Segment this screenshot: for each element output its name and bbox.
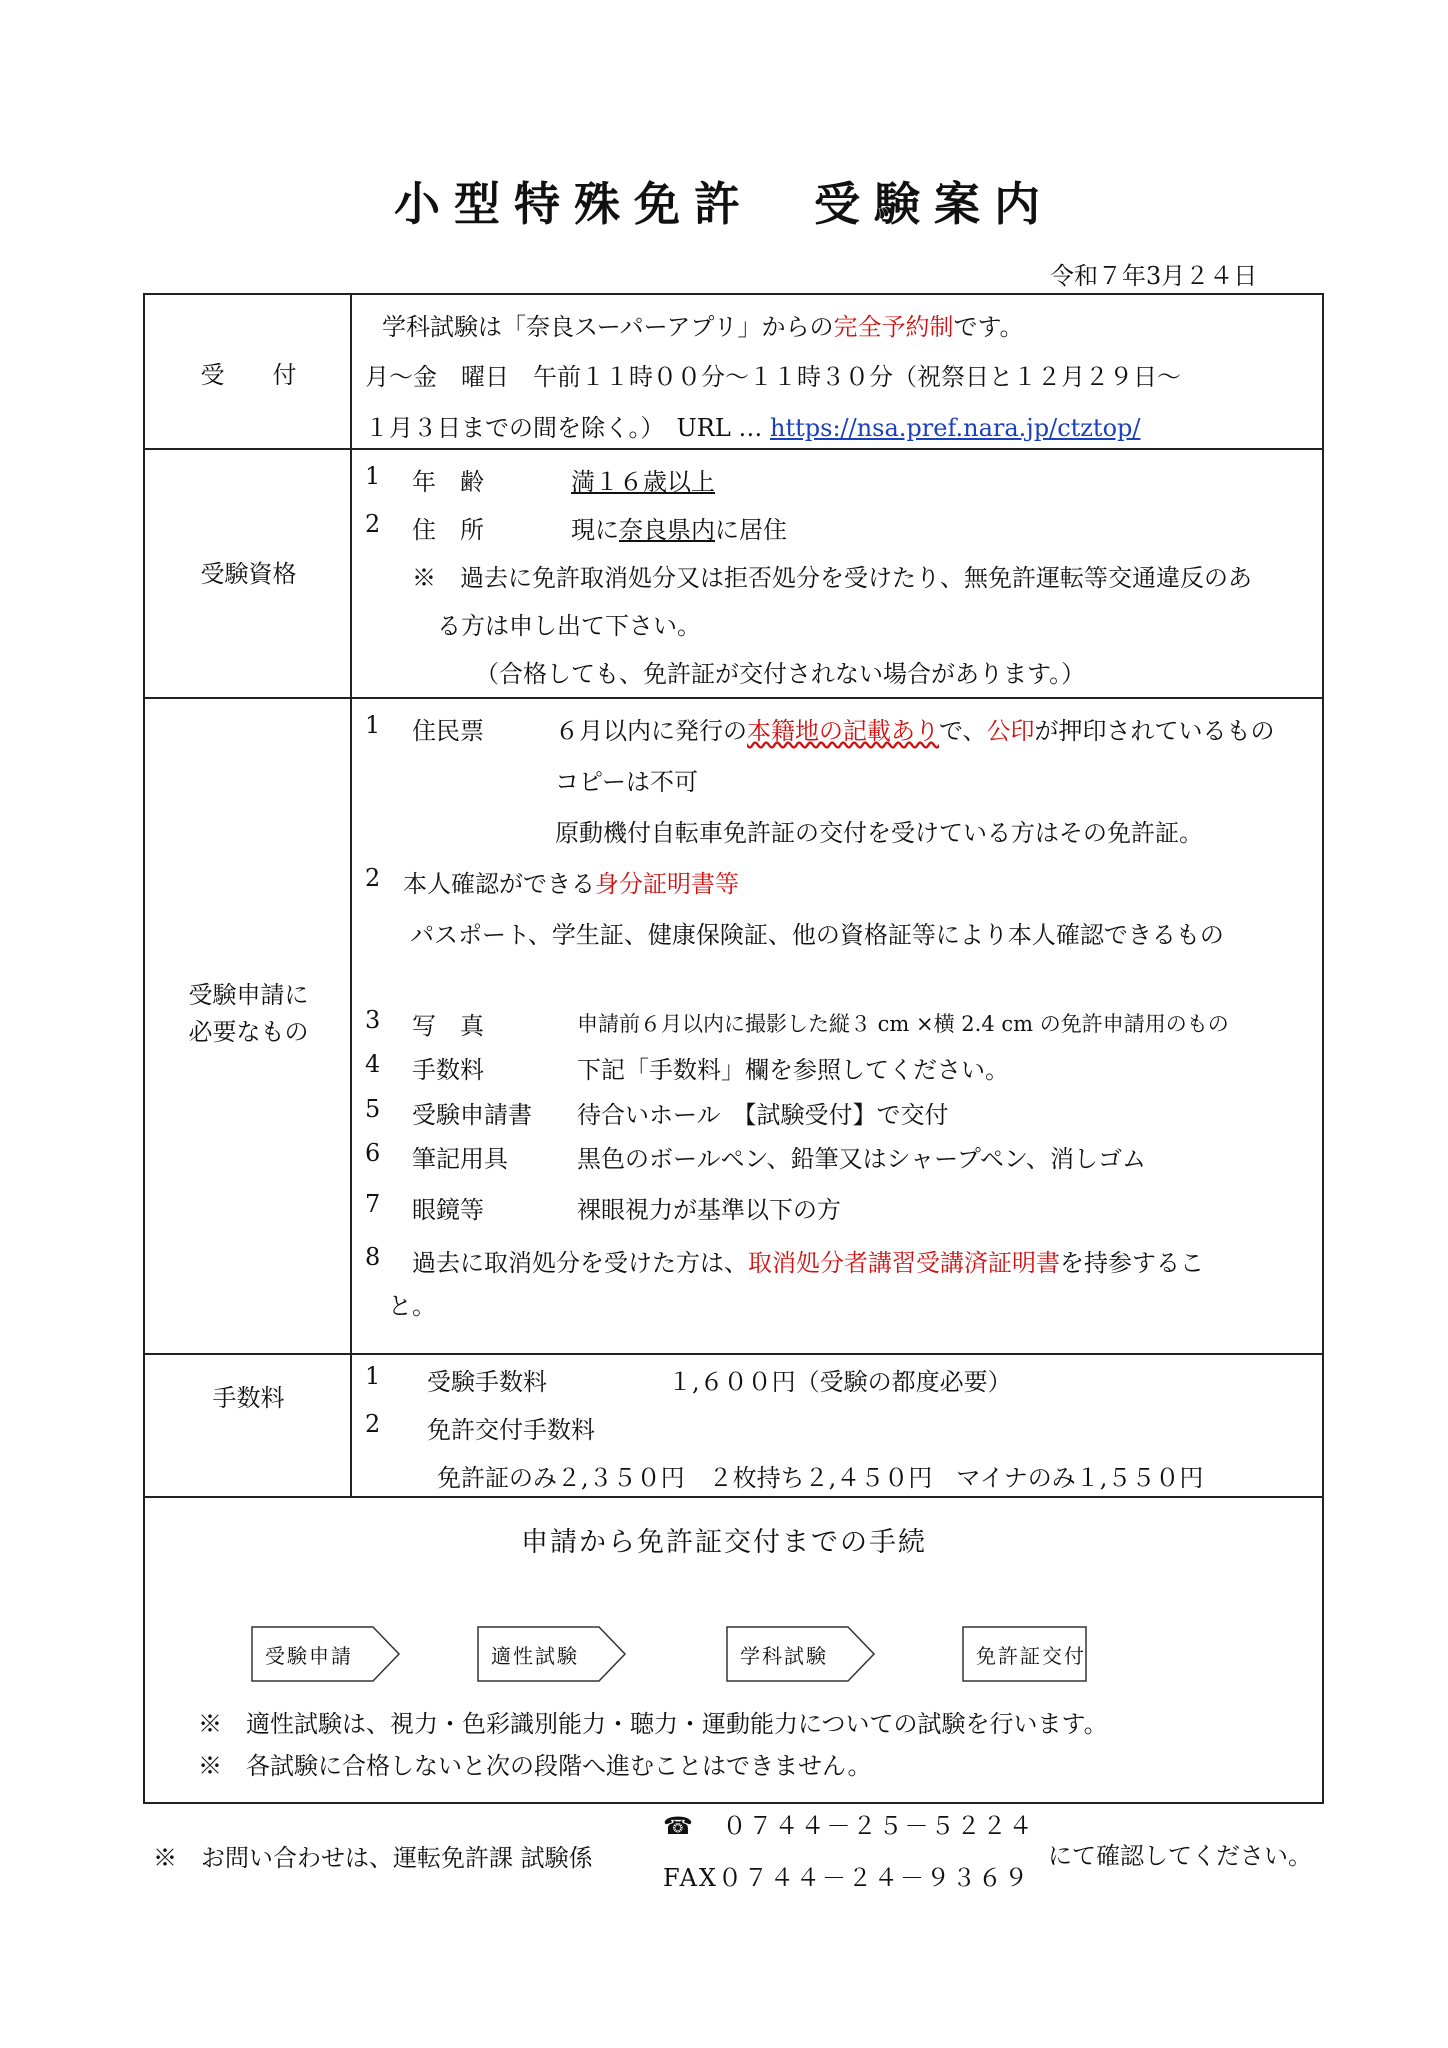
qualification-address: 2 住 所 現に奈良県内に居住 — [365, 510, 787, 544]
step-written-test: 学科試験 — [726, 1626, 876, 1682]
issue-date: 令和７年3月２４日 — [1050, 262, 1258, 290]
table-divider-2 — [143, 697, 1324, 699]
procedure-note-2: ※ 各試験に合格しないと次の段階へ進むことはできません。 — [198, 1752, 872, 1780]
qualification-note-1: ※ 過去に免許取消処分又は拒否処分を受けたり、無免許運転等交通違反のあ — [412, 564, 1252, 592]
req-course-certificate: 8 過去に取消処分を受けた方は、取消処分者講習受講済証明書を持参するこ — [365, 1243, 1204, 1277]
req-resident-card-note-2: 原動機付自転車免許証の交付を受けている方はその免許証。 — [555, 819, 1203, 847]
req-id-document-note: パスポート、学生証、健康保険証、他の資格証等により本人確認できるもの — [410, 921, 1224, 949]
qualification-age: 1 年 齢 満１６歳以上 — [365, 462, 715, 496]
requirements-label-1: 受験申請に — [188, 981, 309, 1009]
label-column-divider — [350, 293, 352, 1498]
qualification-label: 受験資格 — [200, 560, 297, 588]
reception-label: 受 付 — [200, 361, 297, 389]
reception-line-3: １月３日までの間を除く。） URL … https://nsa.pref.nara.jp/ctztop/ — [365, 414, 1141, 442]
step-exam-application: 受験申請 — [251, 1626, 401, 1682]
step-license-issue: 免許証交付 — [962, 1626, 1087, 1682]
reservation-link[interactable]: https://nsa.pref.nara.jp/ctztop/ — [770, 414, 1141, 442]
contact-phone: ☎ ０７４４－２５－５２２４ — [663, 1812, 1035, 1840]
fee-exam: 1 受験手数料 １,６００円（受験の都度必要） — [365, 1362, 1012, 1396]
contact-prefix: ※ お問い合わせは、運転免許課 試験係 — [153, 1844, 593, 1872]
req-resident-card-note-1: コピーは不可 — [555, 768, 699, 796]
req-application-form: 5 受験申請書 待合いホール 【試験受付】で交付 — [365, 1095, 949, 1129]
table-border-right — [1322, 293, 1324, 1804]
req-photo: 3 写 真 申請前６月以内に撮影した縦３ cm ×横 2.4 cm の免許申請用のもの — [365, 1006, 1229, 1040]
page-title: 小型特殊免許 受験案内 — [394, 177, 1054, 231]
phone-icon: ☎ — [663, 1812, 695, 1840]
table-divider-1 — [143, 448, 1324, 450]
qualification-note-2: る方は申し出て下さい。 — [437, 612, 701, 640]
req-course-certificate-cont: と。 — [388, 1292, 436, 1320]
contact-fax: FAX０７４４－２４－９３６９ — [663, 1864, 1030, 1892]
reception-line-1: 学科試験は「奈良スーパーアプリ」からの完全予約制です。 — [382, 313, 1024, 341]
table-border-top — [143, 293, 1324, 295]
req-resident-card: 1 住民票 ６月以内に発行の本籍地の記載ありで、公印が押印されているもの — [365, 711, 1275, 745]
table-border-bottom — [143, 1802, 1324, 1804]
fee-license-breakdown: 免許証のみ２,３５０円 ２枚持ち２,４５０円 マイナのみ１,５５０円 — [437, 1464, 1204, 1492]
fee-license: 2 免許交付手数料 — [365, 1410, 595, 1444]
table-divider-4 — [143, 1496, 1324, 1498]
req-writing-tools: 6 筆記用具 黒色のボールペン、鉛筆又はシャープペン、消しゴム — [365, 1139, 1147, 1173]
req-id-document: 2 本人確認ができる身分証明書等 — [365, 864, 739, 898]
req-glasses: 7 眼鏡等 裸眼視力が基準以下の方 — [365, 1190, 841, 1224]
contact-suffix: にて確認してください。 — [1048, 1842, 1312, 1870]
qualification-note-3: （合格しても、免許証が交付されない場合があります。） — [475, 660, 1086, 688]
requirements-label-2: 必要なもの — [188, 1018, 309, 1046]
req-fee: 4 手数料 下記「手数料」欄を参照してください。 — [365, 1050, 1009, 1084]
step-aptitude-test: 適性試験 — [477, 1626, 627, 1682]
procedure-heading: 申請から免許証交付までの手続 — [521, 1527, 927, 1558]
reception-hours: 月～金 曜日 午前１１時００分～１１時３０分（祝祭日と１２月２９日～ — [365, 363, 1181, 391]
fees-label: 手数料 — [212, 1384, 285, 1412]
procedure-note-1: ※ 適性試験は、視力・色彩識別能力・聴力・運動能力についての試験を行います。 — [198, 1710, 1108, 1738]
table-border-left — [143, 293, 145, 1804]
table-divider-3 — [143, 1353, 1324, 1355]
